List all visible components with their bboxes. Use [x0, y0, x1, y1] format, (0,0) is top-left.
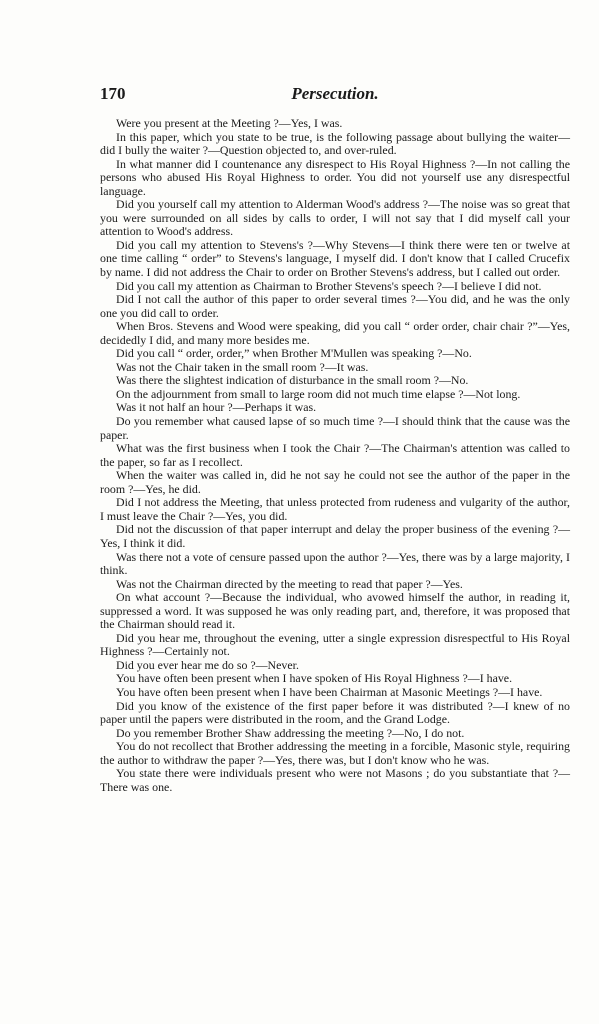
paragraph: Did you know of the existence of the first paper before it was distributed ?—I knew of no paper until the papers were distributed in the room, and the Grand Lodge.	[100, 698, 570, 727]
paragraph: Were you present at the Meeting ?—Yes, I was.	[116, 116, 343, 130]
paragraph: Was there the slightest indication of disturbance in the small room ?—No.	[116, 373, 469, 388]
paragraph: Did you call my attention as Chairman to Brother Stevens's speech ?—I believe I did not.	[116, 278, 542, 293]
paragraph: On the adjournment from small to large room did not much time elapse ?—Not long.	[116, 386, 521, 401]
paragraph: Did you call my attention to Stevens's ?—Why Stevens—I think there were ten or twelve at one time calling “ order” to Stevens's language, I myself did. I don't know that I called Crucefix by name. I did not address the Chair to order on Brother Stevens's address, but I called out order.	[100, 237, 570, 280]
paragraph: Was it not half an hour ?—Perhaps it was.	[116, 400, 317, 415]
paragraph: Do you remember Brother Shaw addressing the meeting ?—No, I do not.	[116, 725, 465, 740]
paragraph: Was not the Chairman directed by the meeting to read that paper ?—Yes.	[116, 576, 463, 591]
page-header	[100, 84, 570, 106]
paragraph: On what account ?—Because the individual, who avowed himself the author, in reading it, suppressed a word. It was supposed he was only reading part, and, therefore, it was proposed that the Chairman should read it.	[100, 590, 570, 632]
paragraph: Did I not address the Meeting, that unless protected from rudeness and vulgarity of the author, I must leave the Chair ?—Yes, you did.	[100, 495, 570, 523]
paragraph: You have often been present when I have been Chairman at Masonic Meetings ?—I have.	[116, 684, 543, 699]
paragraph: Did you ever hear me do so ?—Never.	[116, 657, 299, 672]
body-text	[100, 117, 570, 794]
paragraph: When Bros. Stevens and Wood were speaking, did you call “ order order, chair chair ?”—Yes, decidedly I did, and many more besides me.	[100, 319, 570, 347]
paragraph: What was the first business when I took the Chair ?—The Chairman's attention was called to the paper, so far as I recollect.	[100, 441, 570, 469]
paragraph: In this paper, which you state to be true, is the following passage about bullying the waiter—did I bully the waiter ?—Question objected to, and over-ruled.	[100, 129, 570, 158]
paragraph: When the waiter was called in, did he not say he could not see the author of the paper in the room ?—Yes, he did.	[100, 468, 570, 496]
paragraph: Did I not call the author of this paper to order several times ?—You did, and he was the only one you did call to order.	[100, 292, 570, 320]
paragraph: Did not the discussion of that paper interrupt and delay the proper business of the evening ?—Yes, I think it did.	[100, 522, 570, 550]
paragraph: You have often been present when I have spoken of His Royal Highness ?—I have.	[116, 671, 513, 686]
paragraph: Was there not a vote of censure passed upon the author ?—Yes, there was by a large majority, I think.	[100, 549, 570, 578]
paragraph: Was not the Chair taken in the small room ?—It was.	[116, 359, 369, 374]
paragraph: Did you hear me, throughout the evening, utter a single expression disrespectful to His Royal Highness ?—Certainly not.	[100, 630, 570, 659]
paragraph: Do you remember what caused lapse of so much time ?—I should think that the cause was the paper.	[100, 414, 570, 442]
running-head: Persecution.	[291, 84, 379, 103]
paragraph: In what manner did I countenance any disrespect to His Royal Highness ?—In not calling the persons who abused His Royal Highness to order. You did not yourself use any disrespectful language.	[100, 156, 570, 198]
paragraph: Did you yourself call my attention to Alderman Wood's address ?—The noise was so great that you were surrounded on all sides by calls to order, I will not say that I did myself call your attention to Wood's address.	[100, 197, 570, 239]
paragraph: You do not recollect that Brother addressing the meeting in a forcible, Masonic style, requiring the author to withdraw the paper ?—Yes, there was, but I don't know who he was.	[100, 739, 570, 767]
page-number: 170	[100, 84, 126, 103]
paragraph: Did you call “ order, order,” when Brother M'Mullen was speaking ?—No.	[116, 346, 472, 361]
paragraph: You state there were individuals present who were not Masons ; do you substantiate that ?—There was one.	[100, 766, 570, 794]
